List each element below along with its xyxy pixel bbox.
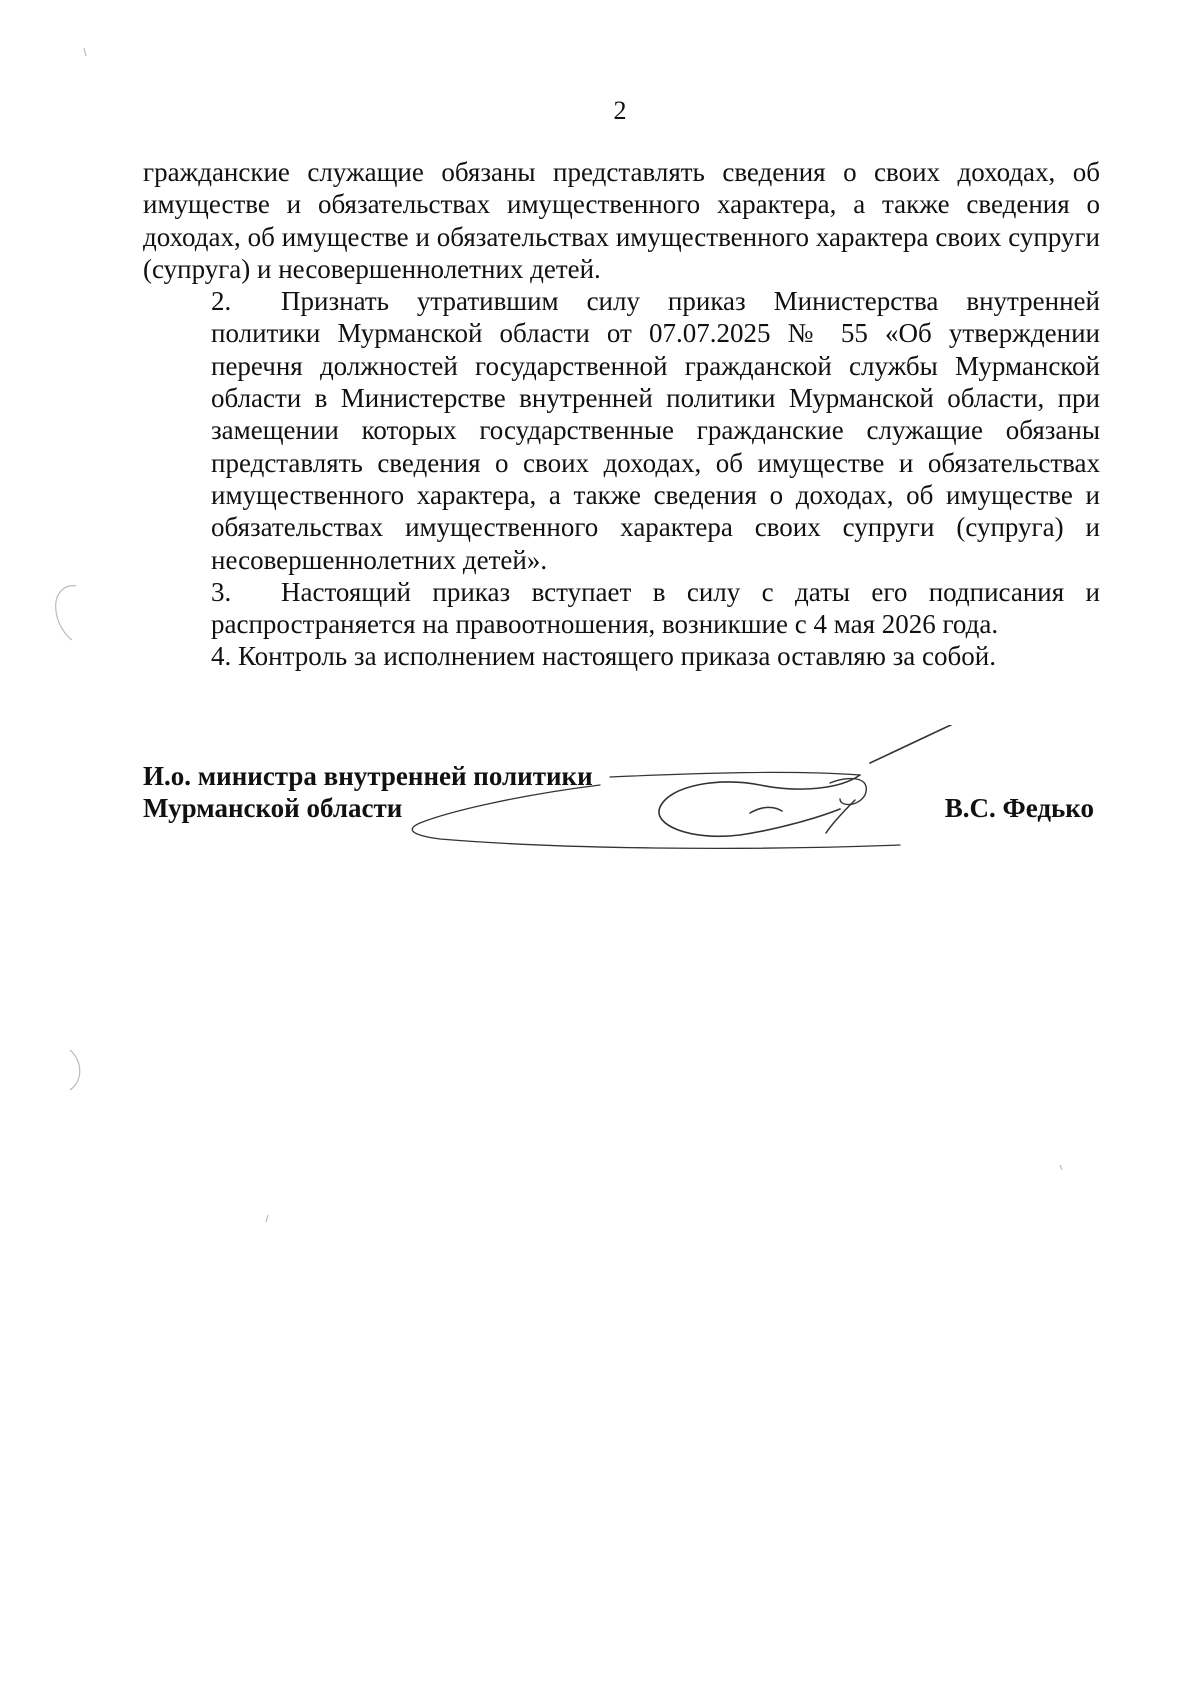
paragraph-continuation: гражданские служащие обязаны представлять сведения о своих доходах, об имуществе и обязательствах имущественного характера, а также сведения о доходах, об имуществе и обязательствах имущественного характера своих супруги (супруга) и несовершеннолетних детей. <box>143 157 1100 284</box>
item-3-text: Настоящий приказ вступает в силу с даты его подписания и распространяется на правоотношения, возникшие с 4 мая 2026 года. <box>211 576 1100 640</box>
page-number: 2 <box>613 96 627 125</box>
signatory-position-line-1: И.о. министра внутренней политики <box>143 761 593 791</box>
paragraph-item-4: 4. Контроль за исполнением настоящего приказа оставляю за собой. <box>211 641 996 672</box>
item-2-number: 2. <box>211 286 232 317</box>
item-2-text: Признать утратившим силу приказ Министерства внутренней политики Мурманской области от 07.07.2025 № 55 «Об утверждении перечня должностей государственной гражданской службы Мурманской области в Министерстве внутренней политики Мурманской области, при замещении которых государственные гражданские служащие обязаны представлять сведения о своих доходах, об имуществе и обязательствах имущественного характера, а также сведения о доходах, об имуществе и обязательствах имущественного характера своих супруги (супруга) и несовершеннолетних детей». <box>211 286 1100 575</box>
signatory-position-line-2: Мурманской области <box>143 793 403 823</box>
signatory-name: В.С. Федько <box>944 793 1094 823</box>
item-3-number: 3. <box>211 576 232 607</box>
